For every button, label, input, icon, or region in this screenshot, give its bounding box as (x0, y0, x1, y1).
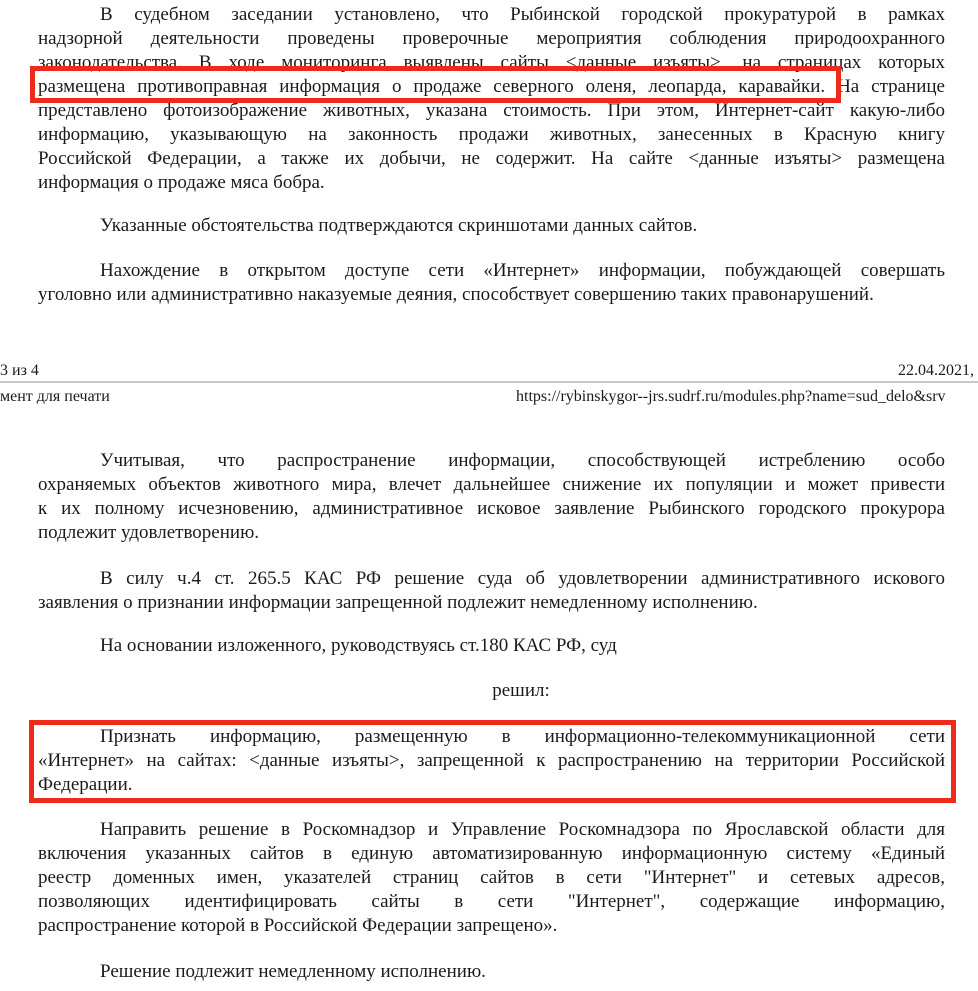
page-divider (0, 381, 978, 383)
print-title: мент для печати (0, 388, 110, 405)
text-line: В силу ч.4 ст. 265.5 КАС РФ решение суда об удовлетворении административного искового (100, 568, 945, 589)
decision-heading: решил: (492, 680, 550, 701)
text-line: Решение подлежит немедленному исполнению. (100, 961, 486, 982)
text-line: охраняемых объектов животного мира, влечет дальнейшее снижение их популяции и может привести (38, 474, 945, 495)
text-line: Нахождение в открытом доступе сети «Интернет» информации, побуждающей совершать (100, 260, 945, 281)
text-line: информацию, указывающую на законность продажи животных, занесенных в Красную книгу (38, 124, 945, 145)
text-line: реестр доменных имен, указателей страниц сайтов в сети "Интернет" и сетевых адресов, (38, 867, 945, 888)
text-line: Российской Федерации, а также их добычи, не содержит. На сайте <данные изъяты> размещена (38, 148, 945, 169)
text-line: надзорной деятельности проведены проверочные мероприятия соблюдения природоохранного (38, 28, 945, 49)
text-line: Учитывая, что распространение информации, способствующей истреблению особо (100, 450, 945, 471)
text-line: Признать информацию, размещенную в информационно-телекоммуникационной сети (100, 726, 945, 747)
text-line: позволяющих идентифицировать сайты в сети "Интернет", содержащие информацию, (38, 891, 945, 912)
text-line: На основании изложенного, руководствуясь ст.180 КАС РФ, суд (100, 635, 617, 656)
text-line: включения указанных сайтов в единую автоматизированную информационную систему «Единый (38, 843, 945, 864)
print-date: 22.04.2021, (898, 362, 974, 379)
text-line: Направить решение в Роскомнадзор и Управление Роскомнадзора по Ярославской области для (100, 819, 945, 840)
text-line: законодательства. В ходе мониторинга выявлены сайты <данные изъяты>, на страницах которых (38, 52, 945, 73)
page-url: https://rybinskygor--jrs.sudrf.ru/modules.php?name=sud_delo&srv (516, 388, 946, 405)
text-line: В судебном заседании установлено, что Рыбинской городской прокуратурой в рамках (100, 4, 945, 25)
text-line: «Интернет» на сайтах: <данные изъяты>, запрещенной к распространению на территории Российской (38, 750, 945, 771)
text-line: представлено фотоизображение животных, указана стоимость. При этом, Интернет-сайт какую-либо (38, 100, 945, 121)
text-line: распространение которой в Российской Федерации запрещено». (38, 915, 558, 936)
text-line: к их полному исчезновению, административное исковое заявление Рыбинского городского прокурора (38, 498, 945, 519)
text-line: Федерации. (38, 774, 133, 795)
text-line: размещена противоправная информация о продаже северного оленя, леопарда, каравайки. На странице (38, 76, 945, 97)
text-line: заявления о признании информации запрещенной подлежит немедленному исполнению. (38, 592, 758, 613)
text-line: информация о продаже мяса бобра. (38, 172, 325, 193)
text-line: Указанные обстоятельства подтверждаются скриншотами данных сайтов. (100, 215, 698, 236)
text-line: уголовно или административно наказуемые деяния, способствует совершению таких правонарушений. (38, 284, 874, 305)
text-line: подлежит удовлетворению. (38, 522, 260, 543)
page-counter: 3 из 4 (0, 362, 39, 379)
